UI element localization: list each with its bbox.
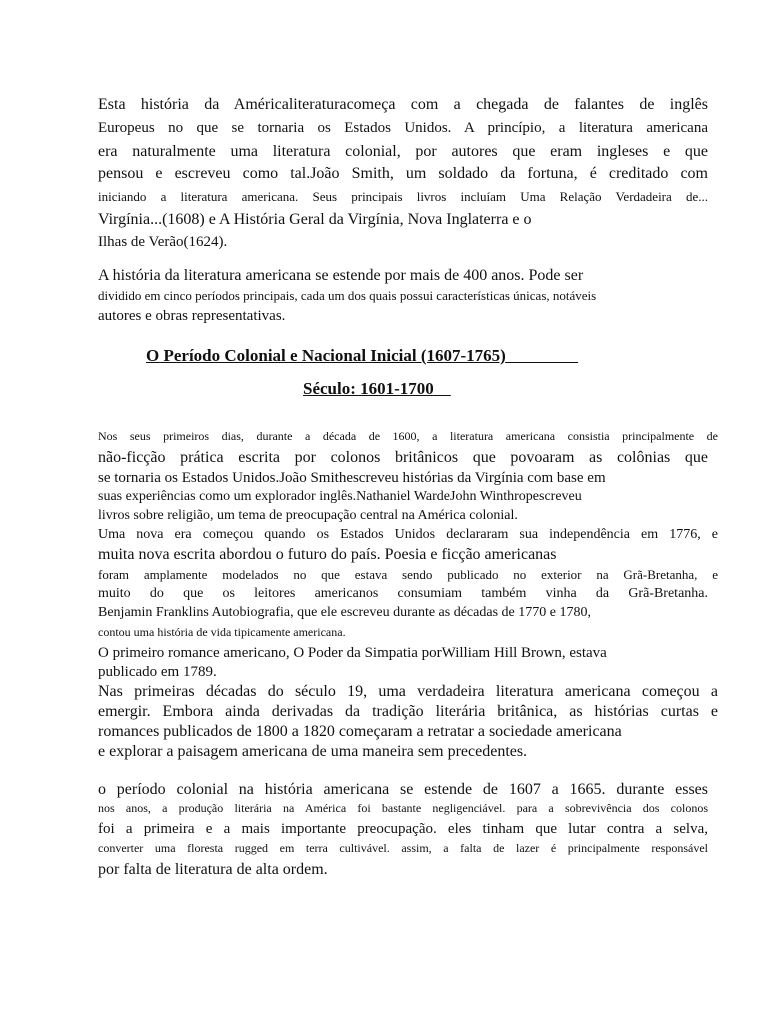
closing-line: foi a primeira e a mais importante preocupação. eles tinham que lutar contra a selva, <box>98 821 708 837</box>
title-underline-trail <box>506 346 578 365</box>
body-line: não-ficção prática escrita por colonos britânicos que povoaram as colônias que <box>98 449 708 466</box>
body-line: emergir. Embora ainda derivadas da tradição literária britânica, as histórias curtas e <box>98 703 718 720</box>
body-line: muito do que os leitores americanos consumiam também vinha da Grã-Bretanha. <box>98 586 708 601</box>
overview-line: autores e obras representativas. <box>98 308 286 324</box>
section-title-text: O Período Colonial e Nacional Inicial (1607-1765) <box>146 346 506 365</box>
body-line: e explorar a paisagem americana de uma maneira sem precedentes. <box>98 743 528 760</box>
body-line: Nas primeiras décadas do século 19, uma verdadeira literatura americana começou a <box>98 683 718 700</box>
intro-line: iniciando a literatura americana. Seus principais livros incluíam Uma Relação Verdadeira de... <box>98 189 708 204</box>
body-line: publicado em 1789. <box>98 664 217 680</box>
subtitle-underline-trail <box>434 379 451 398</box>
closing-line: nos anos, a produção literária na América foi bastante negligenciável. para a sobrevivência dos colonos <box>98 801 708 815</box>
body-line: Benjamin Franklins Autobiografia, que ele escreveu durante as décadas de 1770 e 1780, <box>98 605 591 620</box>
body-line: muita nova escrita abordou o futuro do país. Poesia e ficção americanas <box>98 546 557 563</box>
body-line: O primeiro romance americano, O Poder da Simpatia porWilliam Hill Brown, estava <box>98 645 607 661</box>
intro-line: Esta história da Américaliteraturacomeça com a chegada de falantes de inglês <box>98 96 708 113</box>
body-line: suas experiências como um explorador inglês.Nathaniel WardeJohn Winthropescreveu <box>98 489 582 504</box>
intro-line: pensou e escreveu como tal.João Smith, um soldado da fortuna, é creditado com <box>98 165 708 182</box>
intro-line: Europeus no que se tornaria os Estados Unidos. A princípio, a literatura americana <box>98 120 708 136</box>
intro-line: Virgínia...(1608) e A História Geral da Virgínia, Nova Inglaterra e o <box>98 211 532 228</box>
body-line: Nos seus primeiros dias, durante a década de 1600, a literatura americana consistia principalmente de <box>98 429 718 443</box>
section-title <box>146 347 578 364</box>
intro-line: era naturalmente uma literatura colonial, por autores que eram ingleses e que <box>98 143 708 160</box>
overview-line: A história da literatura americana se estende por mais de 400 anos. Pode ser <box>98 267 584 284</box>
closing-line: por falta de literatura de alta ordem. <box>98 861 328 878</box>
body-line: se tornaria os Estados Unidos.João Smithescreveu histórias da Virgínia com base em <box>98 470 606 486</box>
section-subtitle <box>303 380 451 397</box>
body-line: romances publicados de 1800 a 1820 começaram a retratar a sociedade americana <box>98 723 622 740</box>
closing-line: converter uma floresta rugged em terra cultivável. assim, a falta de lazer é principalmente responsável <box>98 841 708 855</box>
section-subtitle-text: Século: 1601-1700 <box>303 379 434 398</box>
body-line: contou uma história de vida tipicamente americana. <box>98 625 346 639</box>
intro-line: Ilhas de Verão(1624). <box>98 234 228 250</box>
body-line: livros sobre religião, um tema de preocupação central na América colonial. <box>98 508 518 523</box>
body-line: foram amplamente modelados no que estava sendo publicado no exterior na Grã-Bretanha, e <box>98 567 718 582</box>
closing-line: o período colonial na história americana se estende de 1607 a 1665. durante esses <box>98 781 708 798</box>
body-line: Uma nova era começou quando os Estados Unidos declararam sua independência em 1776, e <box>98 527 718 542</box>
overview-line: dividido em cinco períodos principais, cada um dos quais possui características únicas, notáveis <box>98 288 597 303</box>
